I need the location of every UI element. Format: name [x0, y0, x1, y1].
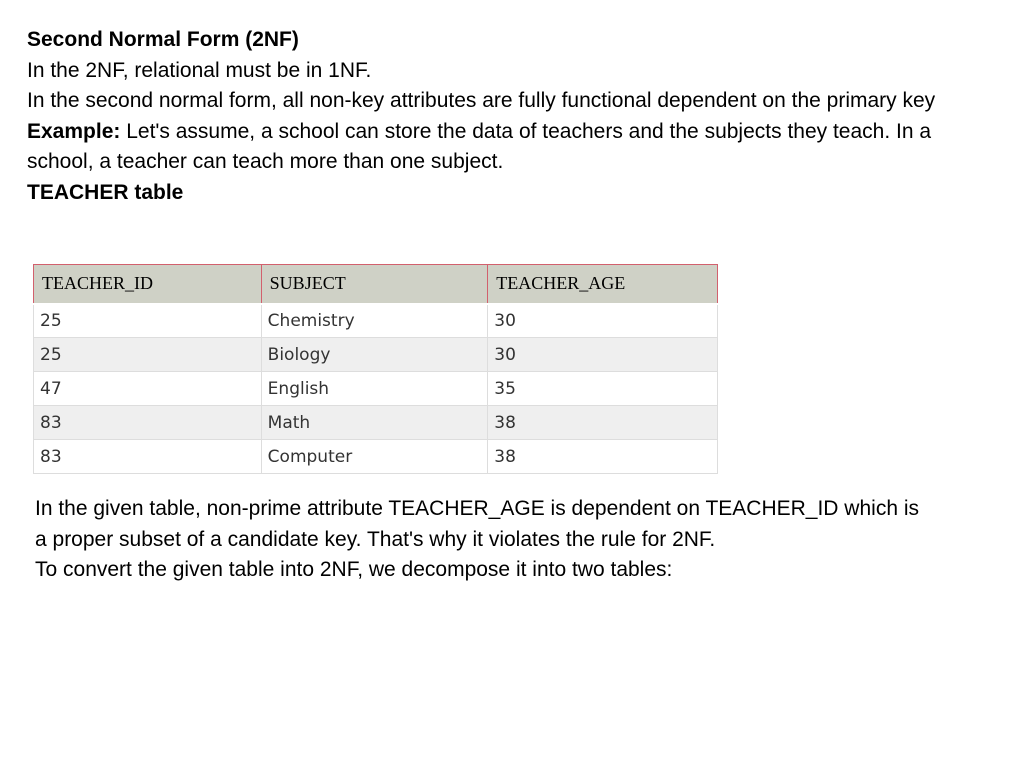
cell-subject: Math — [261, 406, 488, 440]
intro-text — [27, 25, 987, 209]
cell-teacher-id: 25 — [34, 304, 262, 338]
cell-teacher-id: 83 — [34, 406, 262, 440]
table-title: TEACHER table — [27, 180, 184, 204]
table-row — [34, 372, 718, 406]
paragraph-decompose: To convert the given table into 2NF, we decompose it into two tables: — [35, 558, 673, 582]
section-heading: Second Normal Form (2NF) — [27, 28, 299, 51]
cell-subject: English — [261, 372, 488, 406]
table-row — [34, 338, 718, 372]
paragraph-definition: In the second normal form, all non-key attributes are fully functional dependent on the primary key — [27, 89, 936, 113]
cell-teacher-age: 35 — [488, 372, 718, 406]
cell-subject: Chemistry — [261, 304, 488, 338]
header-subject: SUBJECT — [261, 265, 488, 304]
paragraph-violation: In the given table, non-prime attribute TEACHER_AGE is dependent on TEACHER_ID which is a proper subset of a candidate key. That's why it violates the rule for 2NF. — [35, 497, 919, 551]
example-text: Let's assume, a school can store the data of teachers and the subjects they teach. In a school, a teacher can teach more than one subject. — [27, 119, 932, 174]
cell-teacher-id: 47 — [34, 372, 262, 406]
cell-teacher-age: 30 — [488, 338, 718, 372]
example-label: Example: — [27, 119, 121, 143]
header-teacher-age: TEACHER_AGE — [488, 265, 718, 304]
cell-teacher-age: 38 — [488, 440, 718, 474]
teacher-table — [33, 264, 718, 474]
cell-subject: Computer — [261, 440, 488, 474]
cell-teacher-id: 25 — [34, 338, 262, 372]
table-header-row — [34, 265, 718, 304]
outro-text — [35, 494, 935, 586]
cell-teacher-age: 30 — [488, 304, 718, 338]
table-row — [34, 440, 718, 474]
paragraph-example — [27, 117, 987, 178]
cell-teacher-age: 38 — [488, 406, 718, 440]
cell-subject: Biology — [261, 338, 488, 372]
table-row — [34, 304, 718, 338]
paragraph-1nf: In the 2NF, relational must be in 1NF. — [27, 58, 372, 82]
table-row — [34, 406, 718, 440]
cell-teacher-id: 83 — [34, 440, 262, 474]
header-teacher-id: TEACHER_ID — [34, 265, 262, 304]
